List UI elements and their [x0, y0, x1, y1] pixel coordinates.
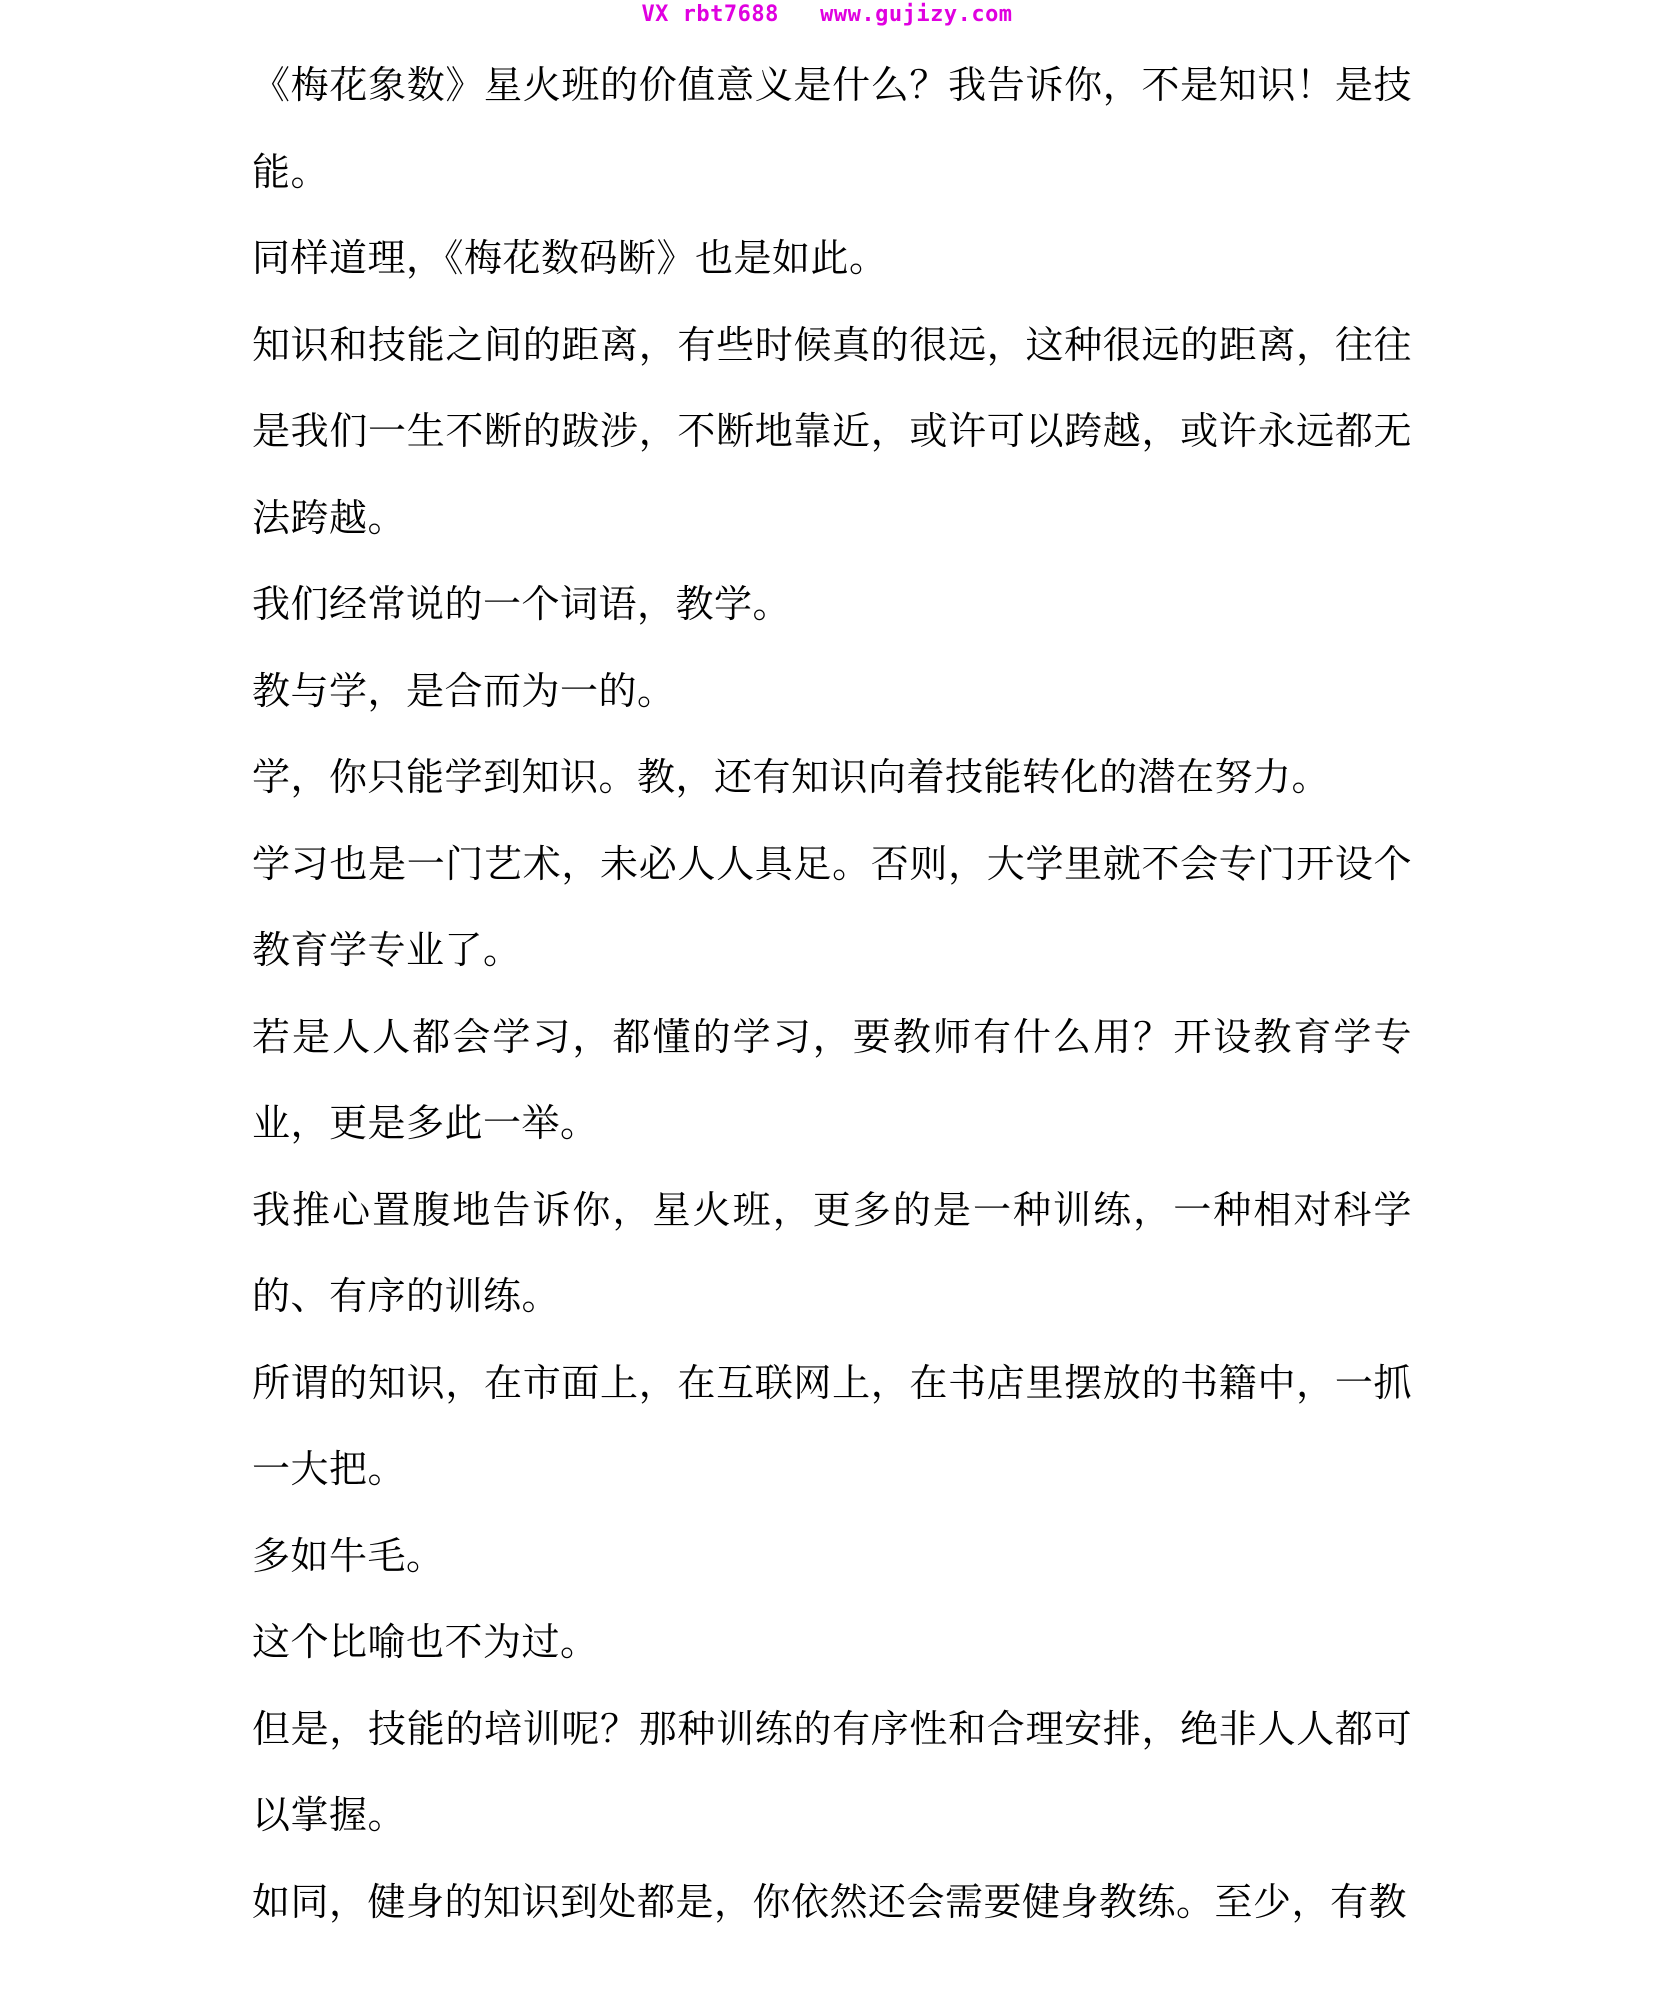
paragraph: 教与学，是合而为一的。: [252, 668, 676, 713]
paragraph: 同样道理，《梅花数码断》也是如此。: [252, 236, 888, 280]
paragraph: 多如牛毛。: [252, 1533, 445, 1578]
watermark-text: VX rbt7688 www.gujizy.com: [641, 2, 1013, 27]
paragraph: 《梅花象数》星火班的价值意义是什么？我告诉你，不是知识！是技能。: [252, 63, 1412, 194]
paragraph: 这个比喻也不为过。: [252, 1620, 599, 1664]
paragraph: 所谓的知识，在市面上，在互联网上，在书店里摆放的书籍中，一抓一大把。: [252, 1360, 1412, 1491]
document-body: [252, 42, 1412, 1945]
paragraph: 学，你只能学到知识。教，还有知识向着技能转化的潜在努力。: [252, 755, 1331, 799]
paragraph: 但是，技能的培训呢？那种训练的有序性和合理安排，绝非人人都可以掌握。: [252, 1706, 1412, 1837]
paragraph: 我推心置腹地告诉你，星火班，更多的是一种训练，一种相对科学的、有序的训练。: [252, 1187, 1412, 1318]
paragraph: 知识和技能之间的距离，有些时候真的很远，这种很远的距离，往往是我们一生不断的跋涉，不断地靠近，或许可以跨越，或许永远都无法跨越。: [252, 322, 1412, 540]
paragraph: 学习也是一门艺术，未必人人具足。否则，大学里就不会专门开设个教育学专业了。: [252, 841, 1412, 972]
paragraph: 我们经常说的一个词语，教学。: [252, 582, 792, 626]
paragraph: 如同，健身的知识到处都是，你依然还会需要健身教练。至少，有教: [252, 1879, 1408, 1924]
paragraph: 若是人人都会学习，都懂的学习，要教师有什么用？开设教育学专业，更是多此一举。: [252, 1014, 1412, 1145]
